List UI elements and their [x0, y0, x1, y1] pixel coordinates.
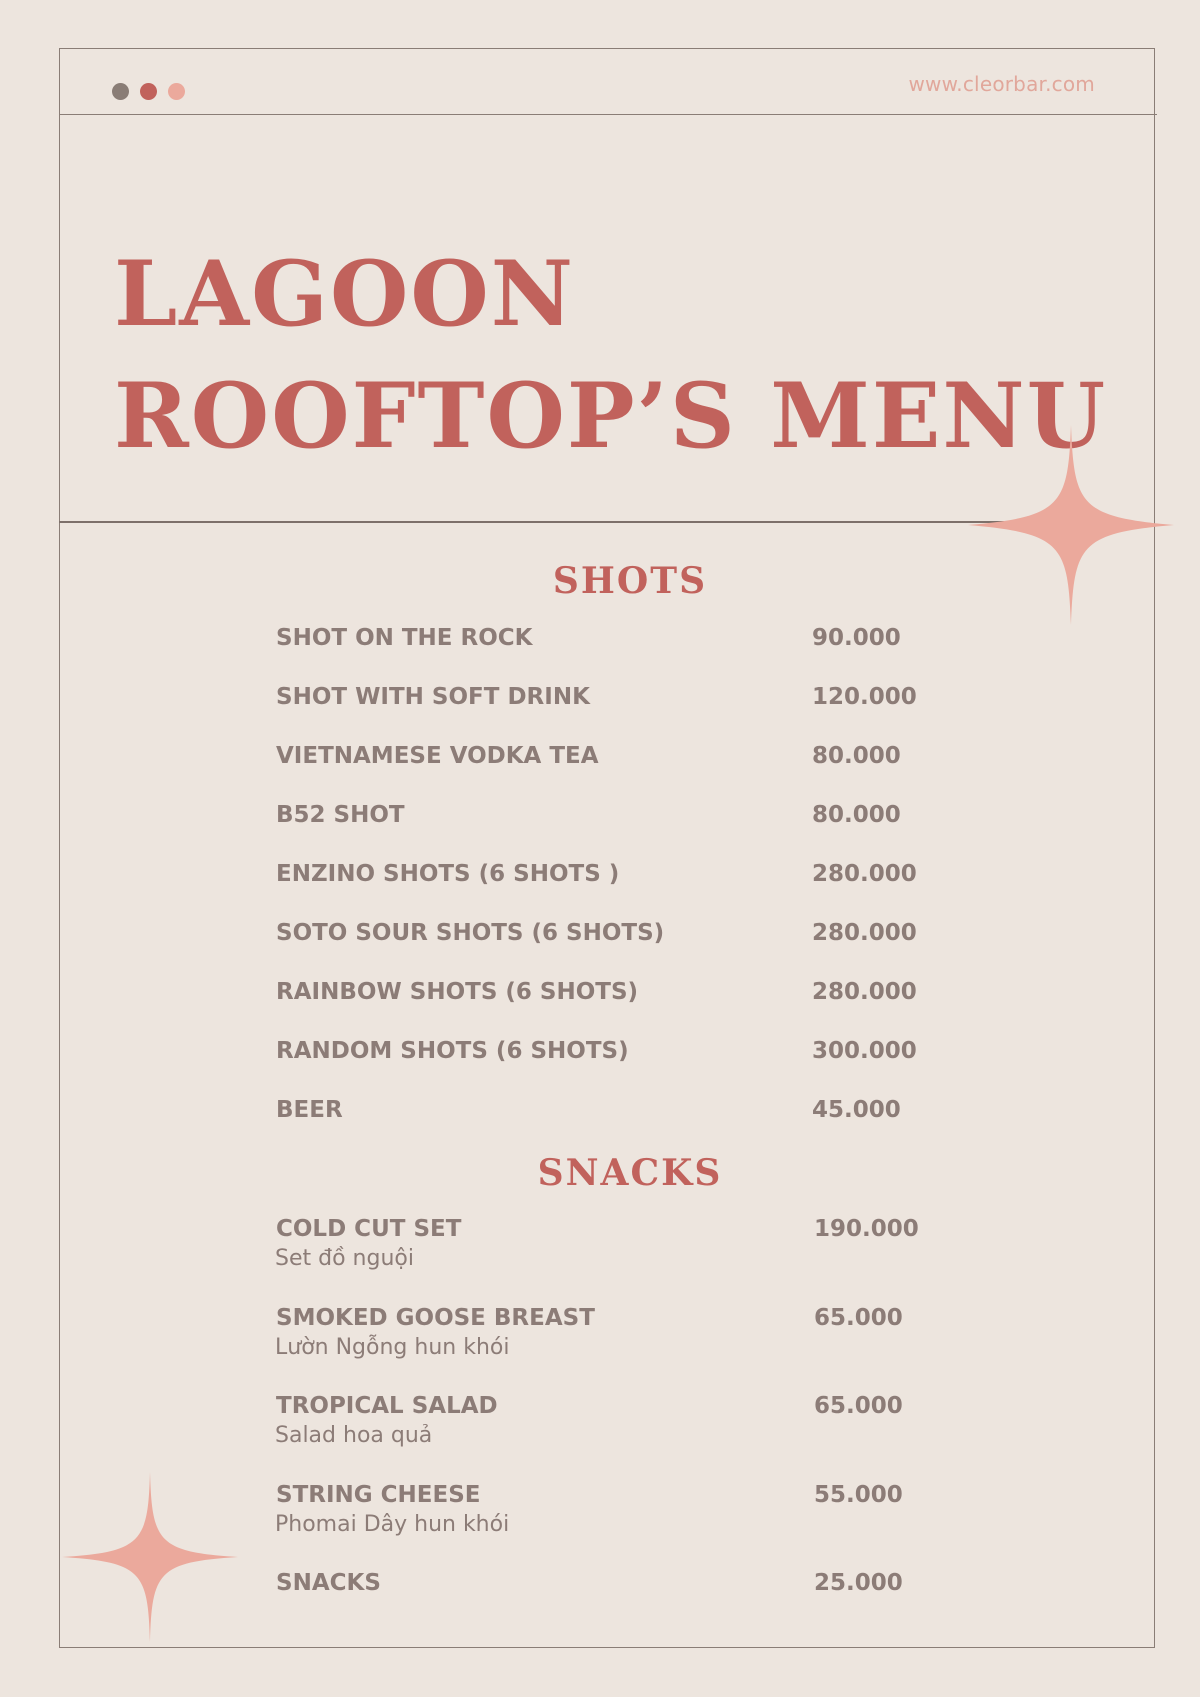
item-subtitle: Set đồ nguội	[275, 1246, 414, 1271]
menu-item	[0, 1481, 1200, 1537]
item-price: 280.000	[812, 920, 917, 946]
item-price: 90.000	[812, 625, 901, 651]
menu-item	[0, 979, 1200, 1019]
menu-item	[0, 802, 1200, 842]
menu-item	[0, 861, 1200, 901]
menu-item	[0, 684, 1200, 724]
website-url[interactable]: www.cleorbar.com	[908, 72, 1095, 96]
item-price: 120.000	[812, 684, 917, 710]
item-price: 45.000	[812, 1097, 901, 1123]
item-subtitle: Salad hoa quả	[275, 1423, 433, 1448]
item-price: 55.000	[814, 1481, 903, 1508]
menu-title-line2: ROOFTOP’S MENU	[114, 363, 1108, 469]
item-name: SMOKED GOOSE BREAST	[276, 1304, 595, 1331]
menu-item	[0, 1570, 1200, 1610]
item-name: RAINBOW SHOTS (6 SHOTS)	[276, 979, 639, 1005]
dot-dark	[112, 83, 129, 100]
item-price: 65.000	[814, 1304, 903, 1331]
menu-item	[0, 625, 1200, 665]
title-divider	[59, 521, 1119, 523]
item-name: VIETNAMESE VODKA TEA	[276, 743, 599, 769]
item-price: 300.000	[812, 1038, 917, 1064]
section-title-shots: SHOTS	[552, 560, 708, 602]
section-title-snacks: SNACKS	[537, 1152, 723, 1194]
menu-item	[0, 743, 1200, 783]
item-name: SOTO SOUR SHOTS (6 SHOTS)	[276, 920, 665, 946]
menu-item	[0, 1216, 1200, 1271]
menu-title	[114, 233, 1107, 477]
item-price: 280.000	[812, 979, 917, 1005]
item-name: SNACKS	[276, 1570, 381, 1596]
item-name: B52 SHOT	[276, 802, 405, 828]
item-price: 190.000	[814, 1216, 919, 1242]
item-price: 280.000	[812, 861, 917, 887]
item-name: RANDOM SHOTS (6 SHOTS)	[276, 1038, 629, 1064]
menu-item	[0, 1097, 1200, 1137]
item-name: COLD CUT SET	[276, 1216, 462, 1242]
dot-pink	[168, 83, 185, 100]
item-price: 25.000	[814, 1570, 903, 1596]
item-price: 80.000	[812, 743, 901, 769]
top-divider	[59, 114, 1157, 115]
menu-item	[0, 1304, 1200, 1360]
item-price: 65.000	[814, 1393, 903, 1419]
item-name: BEER	[276, 1097, 343, 1123]
item-price: 80.000	[812, 802, 901, 828]
item-name: ENZINO SHOTS (6 SHOTS )	[276, 861, 620, 887]
menu-item	[0, 1393, 1200, 1448]
item-name: SHOT WITH SOFT DRINK	[276, 684, 590, 710]
item-name: TROPICAL SALAD	[276, 1393, 498, 1419]
menu-item	[0, 920, 1200, 960]
menu-item	[0, 1038, 1200, 1078]
dot-red	[140, 83, 157, 100]
item-subtitle: Phomai Dây hun khói	[275, 1511, 510, 1537]
menu-title-line1: LAGOON	[114, 241, 576, 347]
item-name: STRING CHEESE	[276, 1481, 481, 1508]
item-name: SHOT ON THE ROCK	[276, 625, 533, 651]
item-subtitle: Lườn Ngỗng hun khói	[275, 1334, 510, 1360]
window-dots	[112, 83, 185, 100]
